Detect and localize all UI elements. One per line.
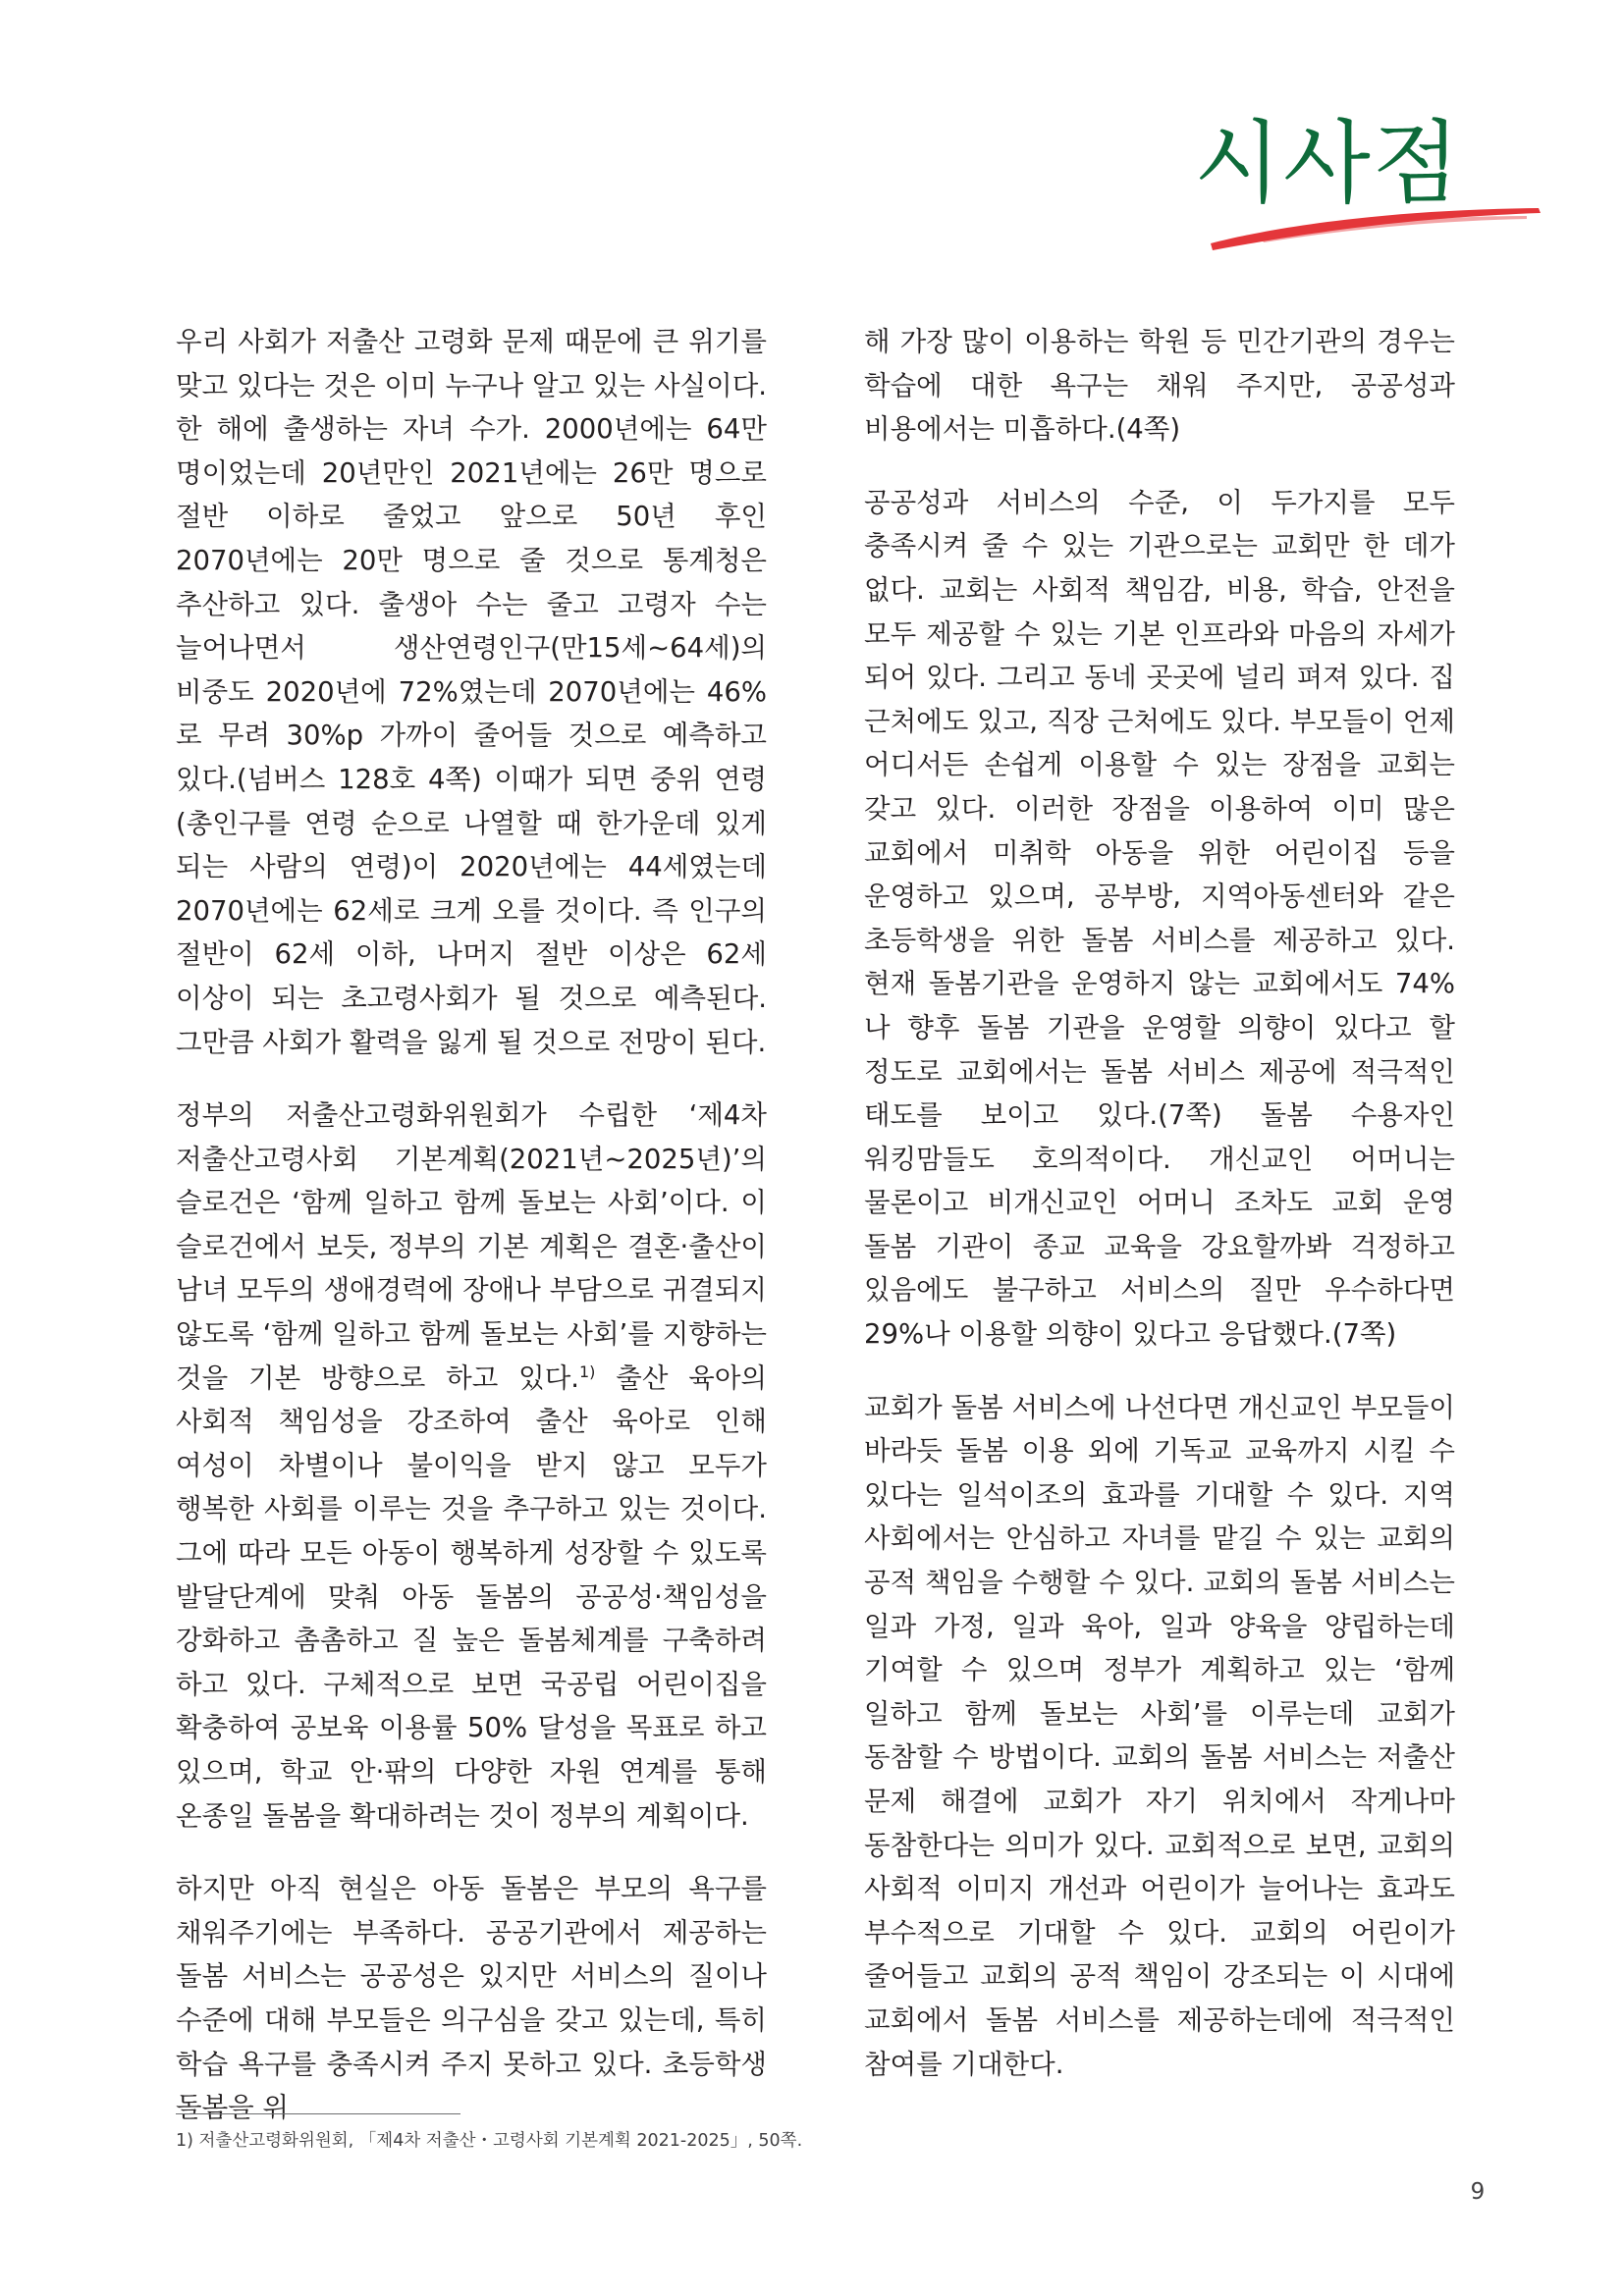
page-title-text: 시사점: [1194, 111, 1462, 216]
body-column-left: [176, 320, 767, 2160]
paragraph-left-1: 우리 사회가 저출산 고령화 문제 때문에 큰 위기를 맞고 있다는 것은 이미 누구나 알고 있는 사실이다. 한 해에 출생하는 자녀 수가. 2000년에는 64만 명이었는데 20년만인 2021년에는 26만 명으로 절반 이하로 줄었고 앞으로 50년 후인 2070년에는 20만 명으로 줄 것으로 통계청은 추산하고 있다. 출생아 수는 줄고 고령자 수는 늘어나면서 생산연령인구(만15세~64세)의 비중도 2020년에 72%였는데 2070년에는 46%로 무려 30%p 가까이 줄어들 것으로 예측하고 있다.(넘버스 128호 4쪽) 이때가 되면 중위 연령(총인구를 연령 순으로 나열할 때 한가운데 있게 되는 사람의 연령)이 2020년에는 44세였는데 2070년에는 62세로 크게 오를 것이다. 즉 인구의 절반이 62세 이하, 나머지 절반 이상은 62세 이상이 되는 초고령사회가 될 것으로 예측된다. 그만큼 사회가 활력을 잃게 될 것으로 전망이 된다.: [176, 326, 767, 1058]
paragraph-left-2-continued: 출산 육아의 사회적 책임성을 강조하여 출산 육아로 인해 여성이 차별이나 불이익을 받지 않고 모두가 행복한 사회를 이루는 것을 추구하고 있는 것이다. 그에 따라 모든 아동이 행복하게 성장할 수 있도록 발달단계에 맞춰 아동 돌봄의 공공성·책임성을 강화하고 촘촘하고 질 높은 돌봄체계를 구축하려 하고 있다. 구체적으로 보면 국공립 어린이집을 확충하여 공보육 이용률 50% 달성을 목표로 하고 있으며, 학교 안·팎의 다양한 자원 연계를 통해 온종일 돌봄을 확대하려는 것이 정부의 계획이다.: [176, 1362, 767, 1832]
paragraph-left-2: [176, 1094, 767, 1838]
paragraph-right-2: 공공성과 서비스의 수준, 이 두가지를 모두 충족시켜 줄 수 있는 기관으로는 교회만 한 데가 없다. 교회는 사회적 책임감, 비용, 학습, 안전을 모두 제공할 수 있는 기본 인프라와 마음의 자세가 되어 있다. 그리고 동네 곳곳에 널리 펴져 있다. 집 근처에도 있고, 직장 근처에도 있다. 부모들이 언제 어디서든 손쉽게 이용할 수 있는 장점을 교회는 갖고 있다. 이러한 장점을 이용하여 이미 많은 교회에서 미취학 아동을 위한 어린이집 등을 운영하고 있으며, 공부방, 지역아동센터와 같은 초등학생을 위한 돌봄 서비스를 제공하고 있다. 현재 돌봄기관을 운영하지 않는 교회에서도 74%나 향후 돌봄 기관을 운영할 의향이 있다고 할 정도로 교회에서는 돌봄 서비스 제공에 적극적인 태도를 보이고 있다.(7쪽) 돌봄 수용자인 워킹맘들도 호의적이다. 개신교인 어머니는 물론이고 비개신교인 어머니 조차도 교회 운영 돌봄 기관이 종교 교육을 강요할까봐 걱정하고 있음에도 불구하고 서비스의 질만 우수하다면 29%나 이용할 의향이 있다고 응답했다.(7쪽): [864, 486, 1455, 1351]
paragraph-right-3: 교회가 돌봄 서비스에 나선다면 개신교인 부모들이 바라듯 돌봄 이용 외에 기독교 교육까지 시킬 수 있다는 일석이조의 효과를 기대할 수 있다. 지역 사회에서는 안심하고 자녀를 맡길 수 있는 교회의 공적 책임을 수행할 수 있다. 교회의 돌봄 서비스는 일과 가정, 일과 육아, 일과 양육을 양립하는데 기여할 수 있으며 정부가 계획하고 있는 ‘함께 일하고 함께 돌보는 사회’를 이루는데 교회가 동참할 수 방법이다. 교회의 돌봄 서비스는 저출산 문제 해결에 교회가 자기 위치에서 작게나마 동참한다는 의미가 있다. 교회적으로 보면, 교회의 사회적 이미지 개선과 어린이가 늘어나는 효과도 부수적으로 기대할 수 있다. 교회의 어린이가 줄어들고 교회의 공적 책임이 강조되는 이 시대에 교회에서 돌봄 서비스를 제공하는데에 적극적인 참여를 기대한다.: [864, 1391, 1455, 2080]
page-title: [1194, 110, 1469, 218]
footnote-divider: [176, 2113, 460, 2114]
paragraph-left-3: 하지만 아직 현실은 아동 돌봄은 부모의 욕구를 채워주기에는 부족하다. 공공기관에서 제공하는 돌봄 서비스는 공공성은 있지만 서비스의 질이나 수준에 대해 부모들은 의구심을 갖고 있는데, 특히 학습 욕구를 충족시켜 주지 못하고 있다. 초등학생 돌봄을 위: [176, 1873, 767, 2124]
footnote-1: 1) 저출산고령화위원회, 「제4차 저출산・고령사회 기본계획 2021-2025」, 50쪽.: [176, 2131, 803, 2151]
paragraph-right-1: 해 가장 많이 이용하는 학원 등 민간기관의 경우는 학습에 대한 욕구는 채워 주지만, 공공성과 비용에서는 미흡하다.(4쪽): [864, 326, 1455, 446]
footnote-reference-1[interactable]: 1): [579, 1362, 596, 1381]
body-column-right: [864, 320, 1455, 2115]
page-number: 9: [1470, 2179, 1486, 2205]
paragraph-left-2-text: 정부의 저출산고령화위원회가 수립한 ‘제4차 저출산고령사회 기본계획(2021년~2025년)’의 슬로건은 ‘함께 일하고 함께 돌보는 사회’이다. 이 슬로건에서 보듯, 정부의 기본 계획은 결혼·출산이 남녀 모두의 생애경력에 장애나 부담으로 귀결되지 않도록 ‘함께 일하고 함께 돌보는 사회’를 지향하는 것을 기본 방향으로 하고 있다.: [176, 1099, 767, 1394]
